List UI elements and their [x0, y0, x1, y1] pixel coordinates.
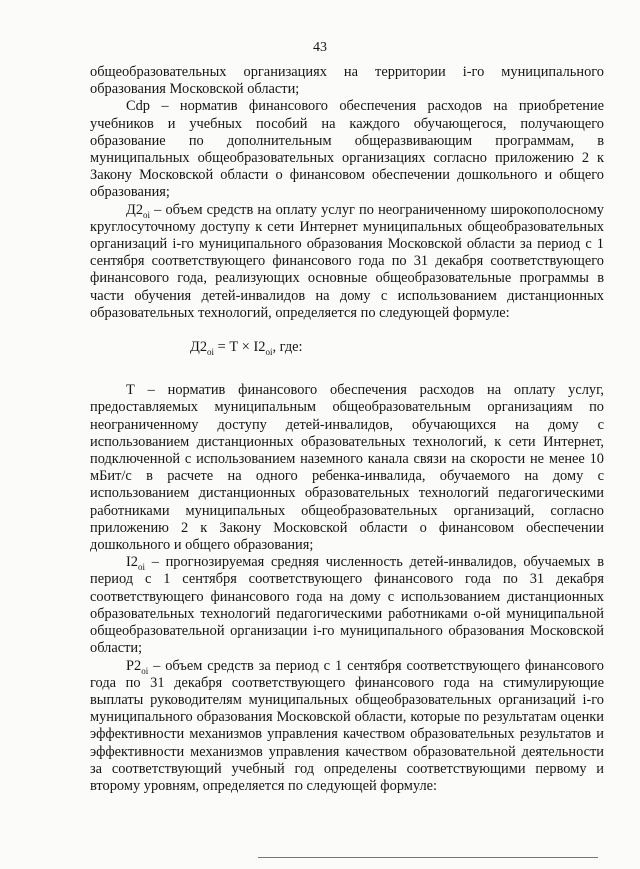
formula-lhs-subscript: oi [207, 346, 215, 357]
formula-rhs-subscript: oi [265, 346, 273, 357]
paragraph-p2oi [90, 658, 604, 796]
paragraph-d2oi [90, 202, 604, 322]
page-number: 43 [313, 40, 327, 55]
footer-rule [258, 857, 598, 858]
formula-lhs: Д2 [190, 339, 208, 356]
i2-symbol: I2 [126, 554, 138, 571]
formula-middle: = Т × I2 [214, 339, 266, 356]
paragraph-cdp: Cdp – норматив финансового обеспечения расходов на приобретение учебников и учебных пособий на каждого обучающегося, получающего образование по дополнительным общеразвивающим программам, в муниципальных общеобразовательных организациях согласно приложению 2 к Закону Московской области о финансовом обеспечении дошкольного и общего образования; [90, 98, 604, 201]
d2-text: – объем средств на оплату услуг по неограниченному широкополосному круглосуточному доступу к сети Интернет муниципальных общеобразовательных организаций i-го муниципального образования Московской области за период с 1 сентября соответствующего финансового года по 31 декабря соответствующего финансового года, реализующих основные общеобразовательные программы в части обучения детей-инвалидов на дому с использованием дистанционных образовательных технологий, определяется по следующей формуле: [90, 201, 604, 321]
formula-tail: , где: [272, 339, 303, 356]
d2-symbol: Д2 [126, 201, 144, 218]
document-body [90, 64, 604, 795]
formula-d2oi [90, 339, 604, 356]
p2-text: – объем средств за период с 1 сентября соответствующего финансового года по 31 декабря соответствующего финансового года на стимулирующие выплаты руководителям муниципальных общеобразовательных организаций i-го муниципального образования Московской области, которые по результатам оценки эффективности механизмов управления качеством образовательных результатов и эффективности механизмов управления качеством образовательной деятельности за соответствующий учебный год определены соответствующими первому и второму уровням, определяется по следующей формуле: [90, 657, 604, 794]
p2-symbol: Р2 [126, 657, 142, 674]
i2-text: – прогнозируемая средняя численность детей-инвалидов, обучаемых в период с 1 сентября соответствующего финансового года по 31 декабря соответствующего финансового года на дому с использованием дистанционных образовательных технологий педагогическими работниками о-ой муниципальной общеобразовательной организации i-го муниципального образования Московской области; [90, 554, 604, 657]
paragraph-continuation: общеобразовательных организациях на территории i-го муниципального образования Московской области; [90, 64, 604, 98]
p2-subscript: oi [141, 665, 149, 676]
paragraph-t-normative: Т – норматив финансового обеспечения расходов на оплату услуг, предоставляемых муниципальным общеобразовательным организациям по неограниченному доступу детей-инвалидов, обучающихся на дому с использованием дистанционных образовательных технологий, к сети Интернет, подключенной с использованием наземного канала связи на скорости не менее 10 мБит/с в расчете на одного ребенка-инвалида, обучаемого на дому с использованием дистанционных образовательных технологий педагогическими работниками муниципальных общеобразовательных организаций, согласно приложению 2 к Закону Московской области о финансовом обеспечении дошкольного и общего образования; [90, 382, 604, 554]
i2-subscript: oi [138, 562, 146, 573]
d2-subscript: oi [143, 209, 151, 220]
paragraph-i2oi [90, 554, 604, 657]
